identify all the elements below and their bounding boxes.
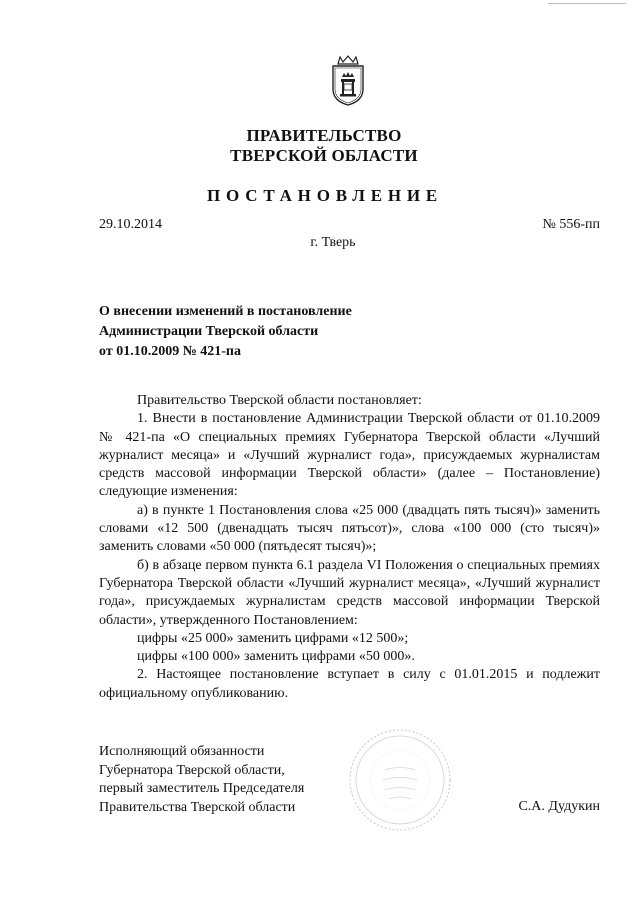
- signatory-title-line: Губернатора Тверской области,: [99, 762, 285, 778]
- document-date: 29.10.2014: [99, 217, 162, 232]
- body-paragraph-1: 1. Внести в постановление Администрации Тверской области от 01.10.2009 № 421-па «О специальных премиях Губернатора Тверской области «Лучший журналист месяца» и «Лучший журналист года», присуждаемых журналистам средств массовой информации Тверской области» (далее – Постановление) следующие изменения:: [99, 411, 600, 500]
- document-number: № 556-пп: [542, 217, 600, 232]
- tver-coat-of-arms-icon: [330, 55, 366, 107]
- subject-line: от 01.10.2009 № 421-па: [99, 344, 241, 359]
- signatory-title-line: Правительства Тверской области: [99, 799, 296, 815]
- document-type-title: ПОСТАНОВЛЕНИЕ: [206, 186, 444, 205]
- subject-line: Администрации Тверской области: [99, 324, 319, 339]
- organization-name-line2: ТВЕРСКОЙ ОБЛАСТИ: [230, 146, 418, 165]
- top-edge-rule: [548, 3, 626, 4]
- official-seal-icon: [345, 725, 455, 835]
- body-paragraph-1a: а) в пункте 1 Постановления слова «25 000 (двадцать пять тысяч)» заменить словами «12 500 (двенадцать тысяч пятьсот)», слова «100 000 (сто тысяч)» заменить словами «50 000 (пятьдесят тысяч)»;: [99, 502, 600, 555]
- signatory-title-line: первый заместитель Председателя: [99, 781, 305, 797]
- document-city: г. Тверь: [310, 235, 356, 250]
- body-paragraph-1b-item-2: цифры «100 000» заменить цифрами «50 000».: [137, 649, 415, 665]
- body-intro: Правительство Тверской области постановляет:: [137, 393, 422, 408]
- body-paragraph-2: 2. Настоящее постановление вступает в силу с 01.01.2015 и подлежит официальному опубликованию.: [99, 667, 600, 701]
- signatory-name: С.А. Дудукин: [518, 799, 600, 814]
- signatory-title-line: Исполняющий обязанности: [99, 744, 265, 759]
- organization-name-line1: ПРАВИТЕЛЬСТВО: [246, 126, 402, 145]
- signatory-title: [99, 743, 304, 817]
- document-subject: [99, 302, 399, 362]
- body-paragraph-1b: б) в абзаце первом пункта 6.1 раздела VI Положения о специальных премиях Губернатора Тверской области «Лучший журналист месяца», «Лучший журналист года», присуждаемых журналистам средств массовой информации Тверской области», утвержденного Постановлением:: [99, 557, 600, 628]
- body-paragraph-1b-item-1: цифры «25 000» заменить цифрами «12 500»;: [137, 630, 409, 646]
- subject-line: О внесении изменений в постановление: [99, 304, 352, 319]
- document-body: [99, 392, 600, 703]
